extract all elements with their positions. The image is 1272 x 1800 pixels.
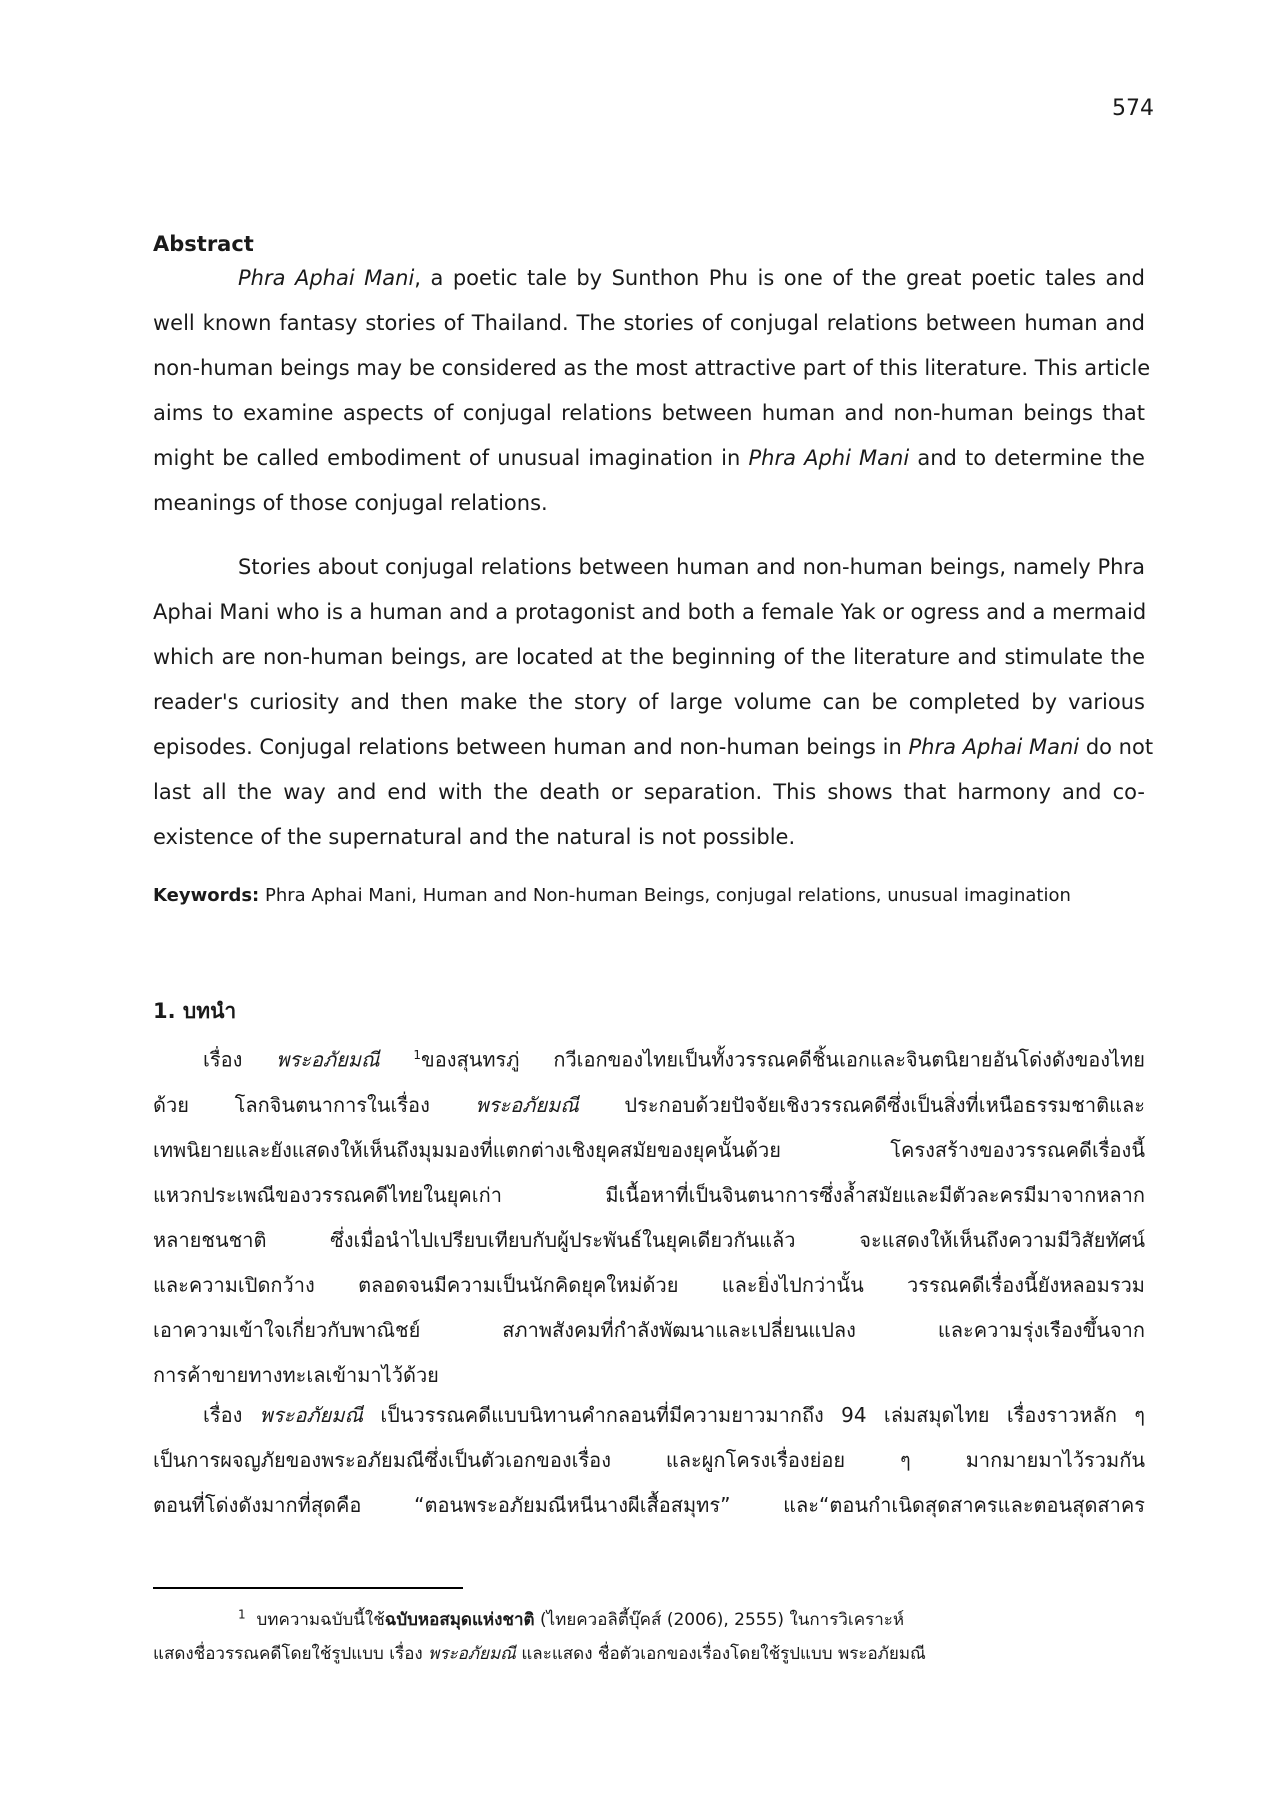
keywords-label: Keywords:	[153, 885, 260, 906]
footnote-divider	[153, 1587, 463, 1589]
footnote-bold: ฉบับหอสมุดแห่งชาติ	[384, 1610, 535, 1630]
text-span: (ไทยควอลิตี้บุ๊คส์ (2006), 2555) ในการวิเคราะห์	[534, 1610, 905, 1630]
text-span: , a poetic tale by Sunthon Phu is one of the great poetic tales and	[414, 266, 1146, 290]
text-line	[153, 1083, 1145, 1128]
text-span: might be called embodiment of unusual imagination in	[153, 446, 749, 470]
text-line: reader's curiosity and then make the story of large volume can be completed by various	[153, 690, 1145, 714]
text-line: แหวกประเพณีของวรรณคดีไทยในยุคเก่า มีเนื้อหาที่เป็นจินตนาการซึ่งล้ำสมัยและมีตัวละครมีมาจากหลาก	[153, 1182, 1145, 1207]
text-line: และความเปิดกว้าง ตลอดจนมีความเป็นนักคิดยุคใหม่ด้วย และยิ่งไปกว่านั้น วรรณคดีเรื่องนี้ยังหลอมรวม	[153, 1272, 1145, 1297]
title-italic: พระอภัยมณี	[276, 1047, 380, 1072]
footnote-line-2	[153, 1640, 1145, 1667]
text-line: Aphai Mani who is a human and a protagonist and both a female Yak or ogress and a mermaid	[153, 600, 1147, 624]
text-span: ด้วย โลกจินตนาการในเรื่อง	[153, 1092, 476, 1117]
text-line	[153, 256, 1145, 301]
abstract-paragraph-1	[153, 256, 1151, 526]
text-line	[153, 1033, 1145, 1083]
intro-paragraph-2	[153, 1393, 1145, 1528]
title-italic: Phra Aphai Mani	[908, 735, 1080, 759]
title-italic: พระอภัยมณี	[475, 1092, 579, 1117]
text-line: existence of the supernatural and the natural is not possible.	[153, 825, 796, 849]
keywords-text: Phra Aphai Mani, Human and Non-human Beings, conjugal relations, unusual imagination	[259, 885, 1071, 906]
page-number: 574	[1112, 96, 1154, 121]
text-line	[153, 545, 1145, 590]
intro-paragraph-1	[153, 1033, 1145, 1398]
footnote-number: 1	[238, 1607, 246, 1622]
abstract-paragraph-2	[153, 545, 1154, 860]
text-span: and to determine the	[909, 446, 1145, 470]
text-line: meanings of those conjugal relations.	[153, 491, 548, 515]
text-line	[153, 1393, 1145, 1438]
text-span: ประกอบด้วยปัจจัยเชิงวรรณคดีซึ่งเป็นสิ่งที่เหนือธรรมชาติและ	[578, 1092, 1145, 1117]
text-span: Stories about conjugal relations between human and non-human beings, namely Phra	[238, 555, 1145, 579]
text-span: episodes. Conjugal relations between human and non-human beings in	[153, 735, 909, 759]
abstract-heading: Abstract	[153, 232, 254, 256]
title-italic: Phra Aphi Mani	[748, 446, 910, 470]
title-italic: พระอภัยมณี	[259, 1403, 363, 1427]
text-span: ของสุนทรภู่ กวีเอกของไทยเป็นทั้งวรรณคดีชิ้นเอกและจินตนิยายอันโด่งดังของไทย	[421, 1047, 1145, 1072]
text-line: well known fantasy stories of Thailand. The stories of conjugal relations between human and	[153, 311, 1145, 335]
text-span: เรื่อง	[203, 1403, 260, 1427]
text-line: which are non-human beings, are located at the beginning of the literature and stimulate the	[153, 645, 1145, 669]
text-span: แสดงชื่อวรรณคดีโดยใช้รูปแบบ เรื่อง	[153, 1644, 429, 1664]
text-span: เป็นวรรณคดีแบบนิทานคำกลอนที่มีความยาวมากถึง 94 เล่มสมุดไทย เรื่องราวหลัก ๆ	[363, 1403, 1145, 1427]
text-line: หลายชนชาติ ซึ่งเมื่อนำไปเปรียบเทียบกับผู้ประพันธ์ในยุคเดียวกันแล้ว จะแสดงให้เห็นถึงความมีวิสัยทัศน์	[153, 1227, 1145, 1252]
footnote-italic: พระอภัยมณี	[428, 1644, 516, 1664]
text-line: ตอนที่โด่งดังมากที่สุดคือ “ตอนพระอภัยมณีหนีนางผีเสื้อสมุทร” และ“ตอนกำเนิดสุดสาครและตอนสุดสาคร	[153, 1493, 1145, 1517]
text-line: last all the way and end with the death or separation. This shows that harmony and co-	[153, 780, 1145, 804]
text-span: บทความฉบับนี้ใช้	[256, 1610, 385, 1630]
footnote-line-1	[153, 1606, 1145, 1633]
footnote-ref[interactable]: 1	[413, 1048, 422, 1062]
keywords	[153, 885, 1071, 906]
title-italic: Phra Aphai Mani	[238, 266, 415, 290]
text-line: aims to examine aspects of conjugal relations between human and non-human beings that	[153, 401, 1145, 425]
text-line	[153, 436, 1145, 481]
text-line: เทพนิยายและยังแสดงให้เห็นถึงมุมมองที่แตกต่างเชิงยุคสมัยของยุคนั้นด้วย โครงสร้างของวรรณคดีเรื่องนี้	[153, 1137, 1145, 1162]
text-line: non-human beings may be considered as the most attractive part of this literature. This article	[153, 356, 1151, 380]
section-heading-intro: 1. บทนำ	[153, 999, 237, 1023]
text-span: do not	[1079, 735, 1154, 759]
text-line	[153, 725, 1154, 770]
text-span: เรื่อง	[203, 1047, 277, 1072]
text-span: และแสดง ชื่อตัวเอกของเรื่องโดยใช้รูปแบบ พระอภัยมณี	[515, 1644, 926, 1664]
text-line: การค้าขายทางทะเลเข้ามาไว้ด้วย	[153, 1362, 439, 1387]
text-line: เป็นการผจญภัยของพระอภัยมณีซึ่งเป็นตัวเอกของเรื่อง และผูกโครงเรื่องย่อย ๆ มากมายมาไว้รวมกัน	[153, 1448, 1145, 1472]
text-line: เอาความเข้าใจเกี่ยวกับพาณิชย์ สภาพสังคมที่กำลังพัฒนาและเปลี่ยนแปลง และความรุ่งเรืองขึ้นจาก	[153, 1317, 1145, 1342]
